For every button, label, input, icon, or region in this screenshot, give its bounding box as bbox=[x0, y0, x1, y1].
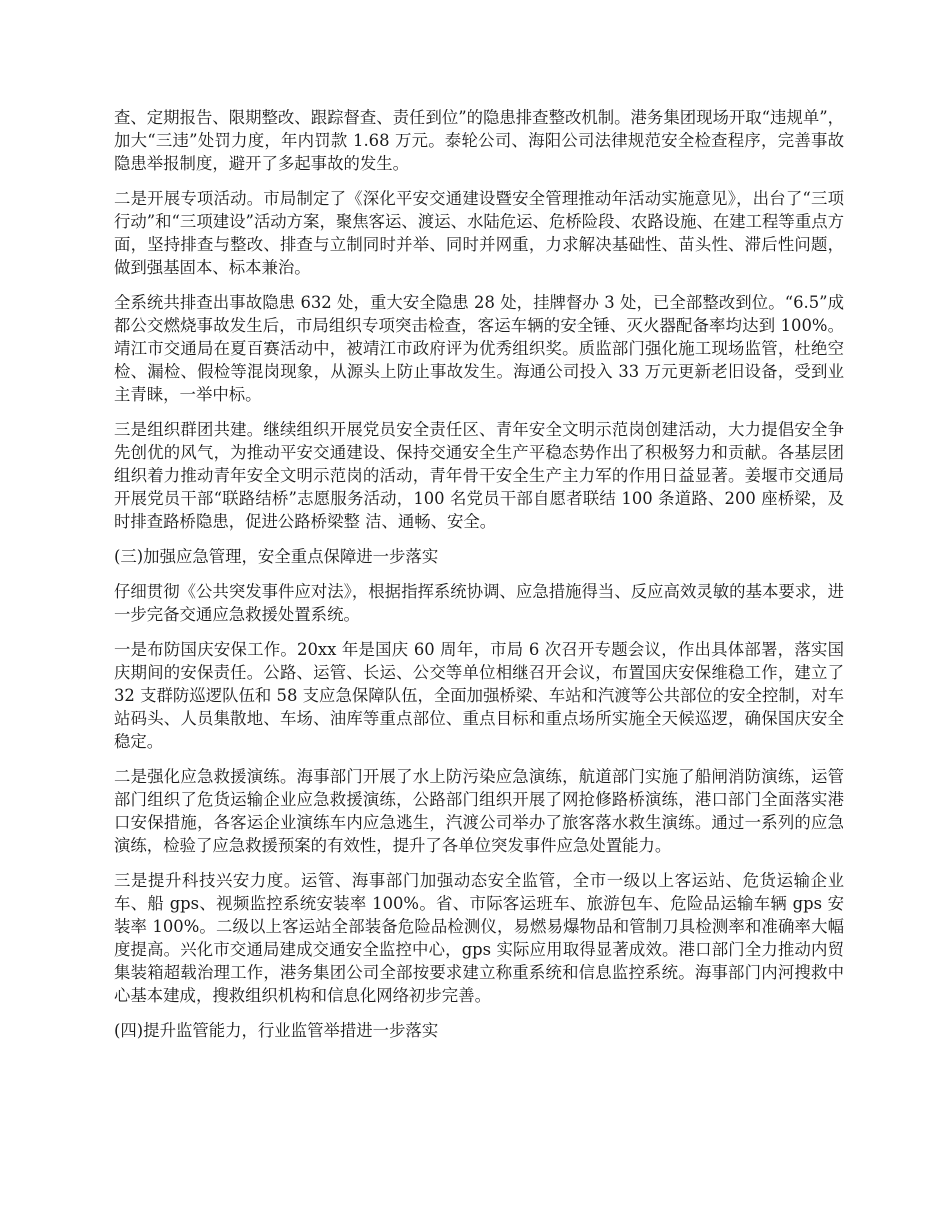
paragraph-special-activities: 二是开展专项活动。市局制定了《深化平安交通建设暨安全管理推动年活动实施意见》，出台了“三项行动”和“三项建设”活动方案，聚焦客运、渡运、水陆危运、危桥险段、农路设施、在建工程等重点方面，坚持排查与整改、排查与立制同时并举、同时并网重，力求解决基础性、苗头性、滞后性问题，做到强基固本、标本兼治。 bbox=[114, 189, 844, 277]
paragraph-emergency-drills: 二是强化应急救援演练。海事部门开展了水上防污染应急演练，航道部门实施了船闸消防演练，运管部门组织了危货运输企业应急救援演练，公路部门组织开展了网抢修路桥演练，港口部门全面落实港口安保措施，各客运企业演练车内应急逃生，汽渡公司举办了旅客落水救生演练。通过一系列的应急演练，检验了应急救援预案的有效性，提升了各单位突发事件应急处置能力。 bbox=[114, 767, 844, 855]
paragraph-group-building: 三是组织群团共建。继续组织开展党员安全责任区、青年安全文明示范岗创建活动，大力提倡安全争先创优的风气，为推动平安交通建设、保持交通安全生产平稳态势作出了积极努力和贡献。各基层团组织着力推动青年安全文明示范岗的活动，青年骨干安全生产主力军的作用日益显著。姜堰市交通局开展党员干部“联路结桥”志愿服务活动，100 名党员干部自愿者联结 100 条道路、200 座桥梁，及时排查路桥隐患，促进公路桥梁整 洁、通畅、安全。 bbox=[114, 420, 844, 531]
document-page bbox=[114, 106, 844, 1054]
paragraph-hazard-statistics: 全系统共排查出事故隐患 632 处，重大安全隐患 28 处，挂牌督办 3 处，已全部整改到位。“6.5”成都公交燃烧事故发生后，市局组织专项突击检查，客运车辆的安全锤、灭火器配备率均达到 100%。靖江市交通局在夏百赛活动中，被靖江市政府评为优秀组织奖。质监部门强化施工现场监管，杜绝空检、漏检、假检等混岗现象，从源头上防止事故发生。海通公司投入 33 万元更新老旧设备，受到业主青睐，一举中标。 bbox=[114, 293, 844, 404]
paragraph-technology-safety: 三是提升科技兴安力度。运管、海事部门加强动态安全监管，全市一级以上客运站、危货运输企业车、船 gps、视频监控系统安装率 100%。省、市际客运班车、旅游包车、危险品运输车辆 gps 安装率 100%。二级以上客运站全部装备危险品检测仪，易燃易爆物品和管制刀具检测率和准确率大幅度提高。兴化市交通局建成交通安全监控中心，gps 实际应用取得显著成效。港口部门全力推动内贸集装箱超载治理工作，港务集团公司全部按要求建立称重系统和信息监控系统。海事部门内河搜救中心基本建成，搜救组织机构和信息化网络初步完善。 bbox=[114, 871, 844, 1005]
paragraph-emergency-law: 仔细贯彻《公共突发事件应对法》，根据指挥系统协调、应急措施得当、反应高效灵敏的基本要求，进一步完备交通应急救援处置系统。 bbox=[114, 582, 844, 624]
paragraph-national-day-security: 一是布防国庆安保工作。20xx 年是国庆 60 周年，市局 6 次召开专题会议，作出具体部署，落实国庆期间的安保责任。公路、运管、长运、公交等单位相继召开会议，布置国庆安保维稳工作，建立了 32 支群防巡逻队伍和 58 支应急保障队伍，全面加强桥梁、车站和汽渡等公共部位的安全控制，对车站码头、人员集散地、车场、油库等重点部位、重点目标和重点场所实施全天候巡逻，确保国庆安全稳定。 bbox=[114, 640, 844, 751]
section-heading-emergency-management: (三)加强应急管理，安全重点保障进一步落实 bbox=[114, 547, 439, 566]
paragraph-hazard-mechanism: 查、定期报告、限期整改、跟踪督查、责任到位”的隐患排查整改机制。港务集团现场开取“违规单”，加大“三违”处罚力度，年内罚款 1.68 万元。泰轮公司、海阳公司法律规范安全检查程序，完善事故隐患举报制度，避开了多起事故的发生。 bbox=[114, 108, 844, 173]
section-heading-supervision-capability: (四)提升监管能力，行业监管举措进一步落实 bbox=[114, 1021, 439, 1040]
